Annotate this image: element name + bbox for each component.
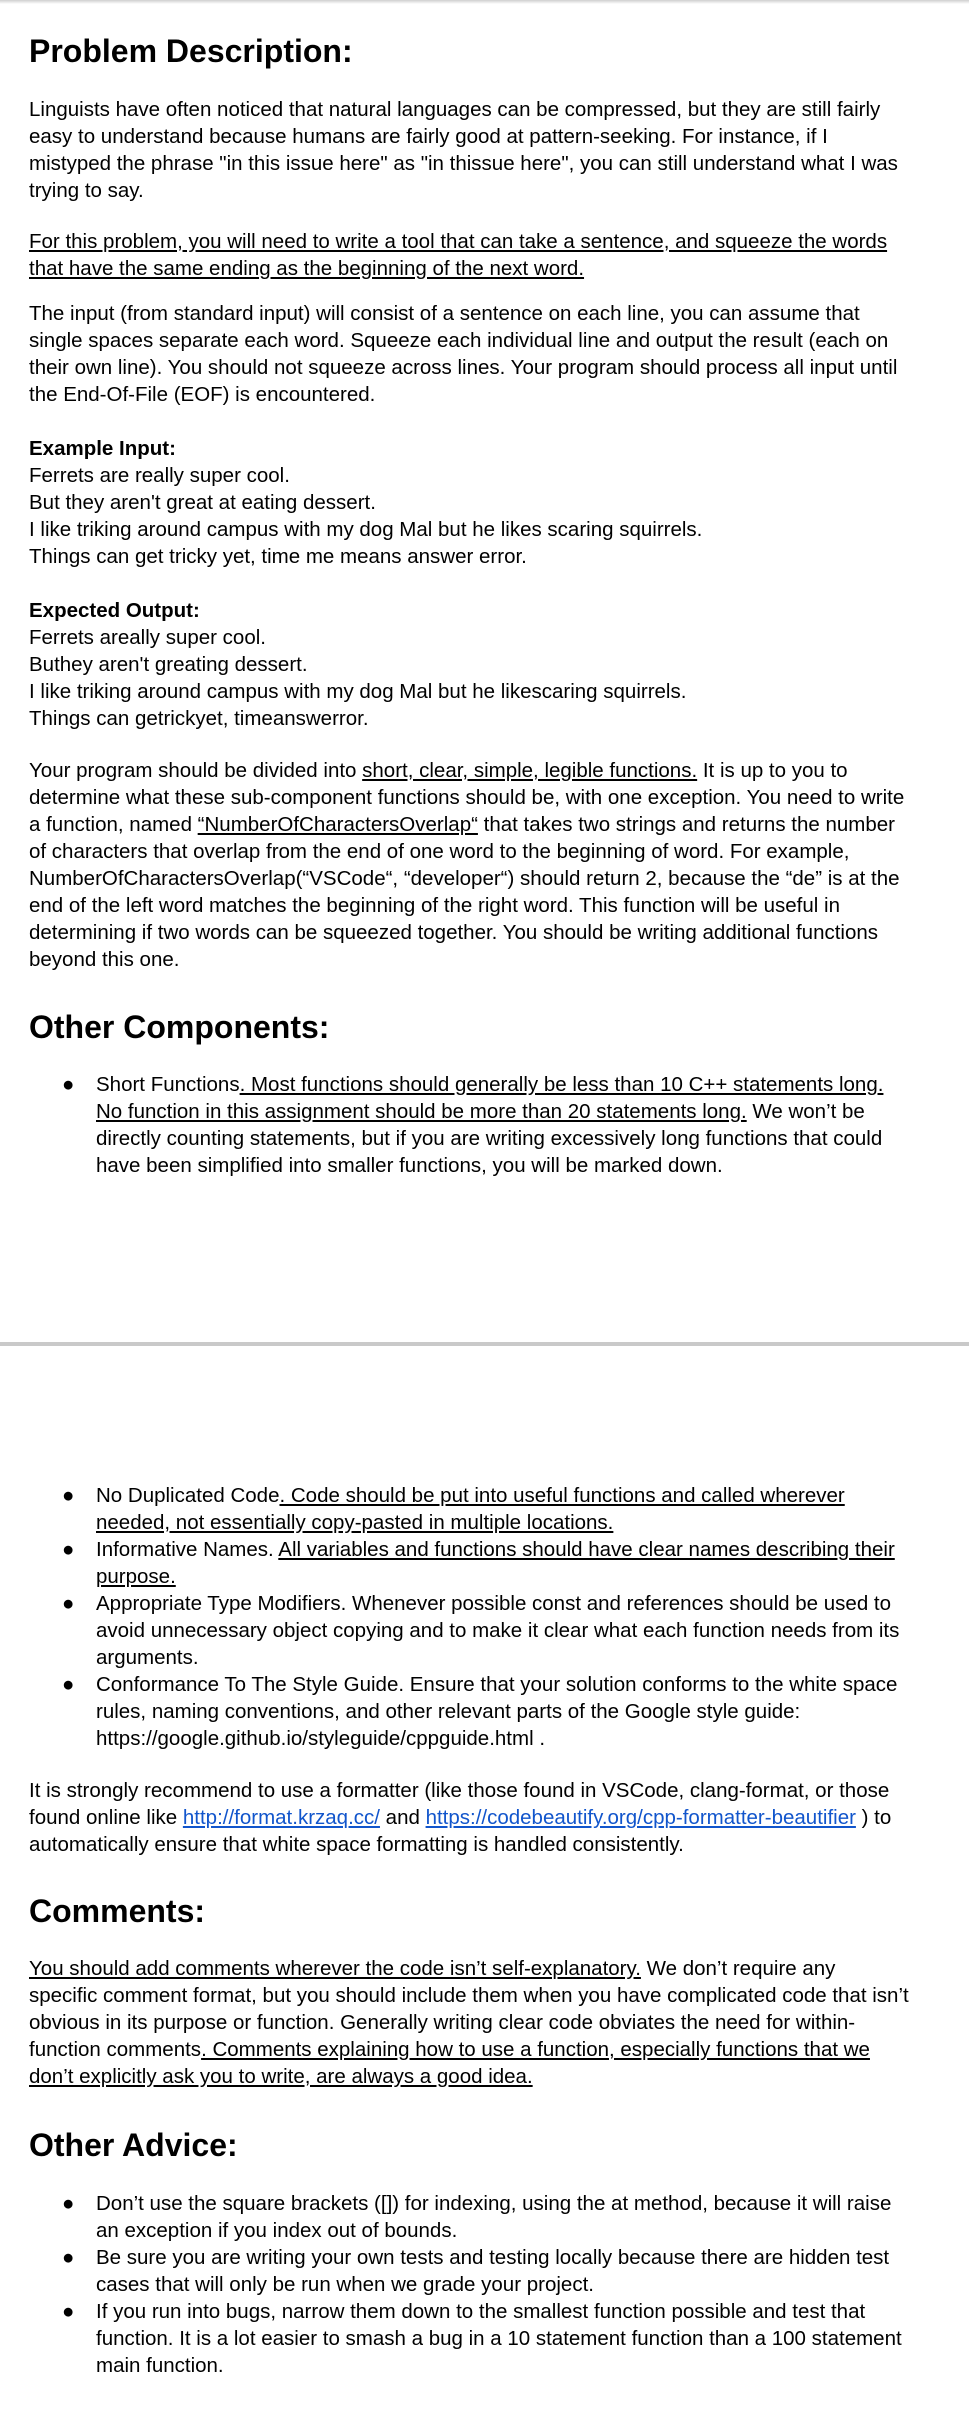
functions-text: It is up to you to determine what these sub-component functions should be, with one exception. You need to write a function, named: [29, 759, 905, 836]
formatter-text: ) to automatically ensure that white space formatting is handled consistently.: [29, 1806, 892, 1856]
item-lead: No Duplicated Code: [96, 1484, 280, 1507]
expected-output-line: I like triking around campus with my dog Mal but he likescaring squirrels.: [29, 680, 687, 703]
formatter-paragraph: [29, 1777, 909, 1858]
intro-paragraph: Linguists have often noticed that natural languages can be compressed, but they are still fairly easy to understand because humans are fairly good at pattern-seeking. For instance, if I mistyped the phrase "in this issue here" as "in thissue here", you can still understand what I was trying to say.: [29, 98, 898, 202]
item-emphasis: . Code should be put into useful functions and called wherever needed, not essentially copy-pasted in multiple locations.: [96, 1484, 845, 1534]
item-text: Appropriate Type Modifiers. Whenever possible const and references should be used to avoid unnecessary object copying and to make it clear what each function needs from its arguments.: [96, 1592, 900, 1669]
bullet-icon: ●: [62, 1484, 75, 1507]
bullet-icon: ●: [62, 2192, 75, 2215]
example-input-line: But they aren't great at eating dessert.: [29, 491, 376, 514]
item-text: Conformance To The Style Guide. Ensure that your solution conforms to the white space rules, naming conventions, and other relevant parts of the Google style guide: https://google.github.io/styleguide/cppguide.html .: [96, 1673, 898, 1750]
comments-emphasis: . Comments explaining how to use a function, especially functions that we don’t explicitly ask you to write, are always a good idea.: [29, 2038, 870, 2088]
advice-text: Be sure you are writing your own tests and testing locally because there are hidden test cases that will only be run when we grade your project.: [96, 2246, 890, 2296]
item-emphasis: All variables and functions should have clear names describing their purpose.: [96, 1538, 895, 1588]
bullet-icon: ●: [62, 1592, 75, 1615]
components-list-continued: [29, 1482, 909, 1752]
example-input-line: Ferrets are really super cool.: [29, 464, 290, 487]
problem-description-heading: Problem Description:: [29, 33, 353, 69]
list-item-short-functions: [29, 1071, 909, 1179]
formatter-text: It is strongly recommend to use a formatter (like those found in VSCode, clang-format, or those found online like: [29, 1779, 890, 1829]
codebeautify-link[interactable]: https://codebeautify.org/cpp-formatter-beautifier: [425, 1806, 856, 1829]
functions-emphasis: short, clear, simple, legible functions.: [362, 759, 698, 782]
functions-text: Your program should be divided into: [29, 759, 363, 782]
input-description-paragraph: The input (from standard input) will consist of a sentence on each line, you can assume that single spaces separate each word. Squeeze each individual line and output the result (each on their own line). You should not squeeze across lines. Your program should process all input until the End-Of-File (EOF) is encountered.: [29, 302, 898, 406]
bullet-icon: ●: [62, 2246, 75, 2269]
formatter-text: and: [379, 1806, 426, 1829]
expected-output-block: [29, 597, 909, 732]
other-components-heading: Other Components:: [29, 1009, 330, 1045]
task-paragraph: For this problem, you will need to write a tool that can take a sentence, and squeeze the words that have the same ending as the beginning of the next word.: [29, 230, 888, 280]
components-list: [29, 1071, 909, 1179]
advice-list: [29, 2190, 909, 2379]
bullet-icon: ●: [62, 2300, 75, 2323]
page-break: [0, 1342, 969, 1346]
list-item-no-duplicated-code: [29, 1482, 909, 1536]
functions-text: that takes two strings and returns the number of characters that overlap from the end of one word to the beginning of word. For example, NumberOfCharactersOverlap(“VSCode“, “developer“) should return 2, because the “de” is at the end of the left word matches the beginning of the right word. This function will be useful in determining if two words can be squeezed together. You should be writing additional functions beyond this one.: [29, 813, 900, 971]
bullet-icon: ●: [62, 1538, 75, 1561]
expected-output-line: Buthey aren't greating dessert.: [29, 653, 308, 676]
item-lead: Short Functions: [96, 1073, 240, 1096]
comments-paragraph: [29, 1955, 909, 2090]
function-name-emphasis: “NumberOfCharactersOverlap“: [197, 813, 478, 836]
list-item-advice: [29, 2244, 909, 2298]
comments-emphasis: You should add comments wherever the code isn’t self-explanatory.: [29, 1957, 641, 1980]
list-item-type-modifiers: [29, 1590, 909, 1671]
expected-output-line: Ferrets areally super cool.: [29, 626, 266, 649]
advice-text: If you run into bugs, narrow them down to the smallest function possible and test that function. It is a lot easier to smash a bug in a 10 statement function than a 100 statement main function.: [96, 2300, 902, 2377]
list-item-advice: [29, 2298, 909, 2379]
functions-paragraph: [29, 757, 909, 973]
other-advice-heading: Other Advice:: [29, 2127, 238, 2163]
list-item-style-guide: [29, 1671, 909, 1752]
bullet-icon: ●: [62, 1673, 75, 1696]
advice-text: Don’t use the square brackets ([]) for indexing, using the at method, because it will raise an exception if you index out of bounds.: [96, 2192, 892, 2242]
expected-output-label: Expected Output:: [29, 599, 200, 622]
example-input-block: [29, 435, 909, 570]
list-item-advice: [29, 2190, 909, 2244]
example-input-label: Example Input:: [29, 437, 176, 460]
item-text: We won’t be directly counting statements, but if you are writing excessively long functions that could have been simplified into smaller functions, you will be marked down.: [96, 1100, 883, 1177]
example-input-line: Things can get tricky yet, time me means answer error.: [29, 545, 527, 568]
item-lead: Informative Names.: [96, 1538, 279, 1561]
comments-text: We don’t require any specific comment format, but you should include them when you have complicated code that isn’t obvious in its purpose or function. Generally writing clear code obviates the need for within-function comments: [29, 1957, 909, 2061]
page-top-shadow: [0, 0, 969, 4]
krzaq-link[interactable]: http://format.krzaq.cc/: [182, 1806, 380, 1829]
item-emphasis: . Most functions should generally be less than 10 C++ statements long. No function in this assignment should be more than 20 statements long.: [96, 1073, 884, 1123]
example-input-line: I like triking around campus with my dog Mal but he likes scaring squirrels.: [29, 518, 703, 541]
comments-heading: Comments:: [29, 1893, 206, 1929]
expected-output-line: Things can getrickyet, timeanswerror.: [29, 707, 369, 730]
list-item-informative-names: [29, 1536, 909, 1590]
bullet-icon: ●: [62, 1073, 75, 1096]
